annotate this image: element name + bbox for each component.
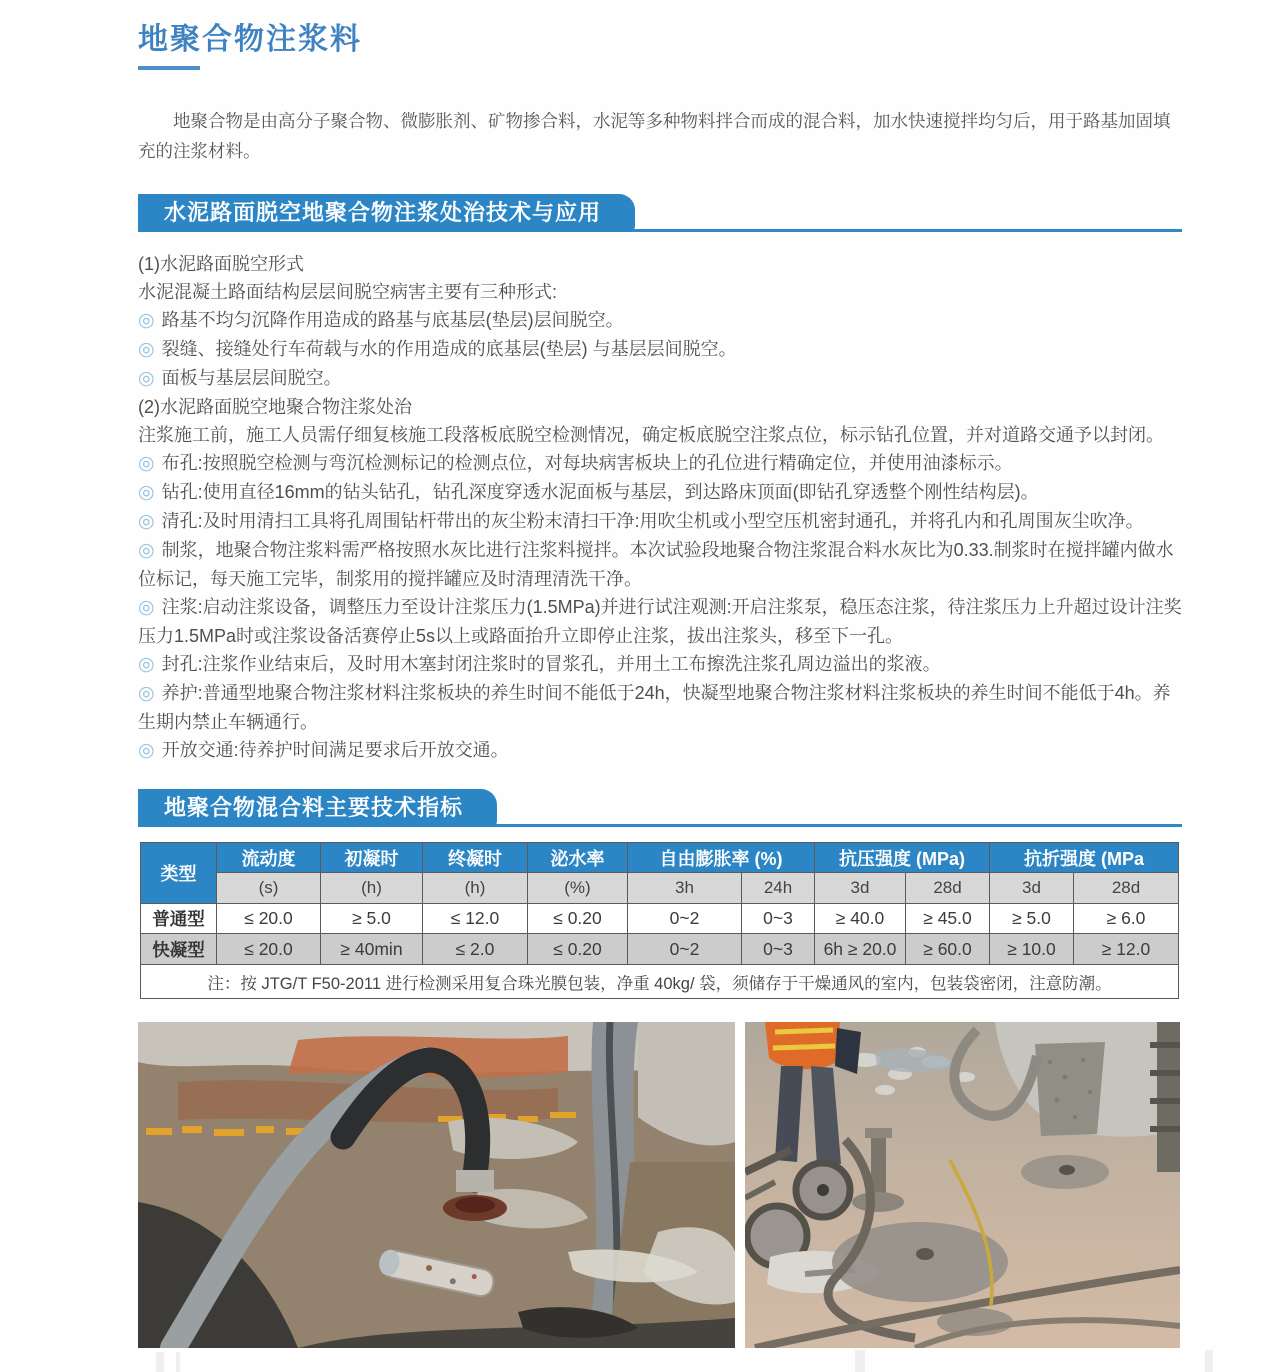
cell: ≤ 12.0 [423,904,528,934]
paragraph-text: 水泥混凝土路面结构层层间脱空病害主要有三种形式: [138,282,557,302]
cell: ≥ 45.0 [906,904,990,934]
section-heading-technology: 水泥路面脱空地聚合物注浆处治技术与应用 [138,194,635,232]
cell: ≤ 0.20 [528,904,628,934]
col-unit: (h) [423,873,528,904]
col-subheader: 28d [1074,873,1179,904]
paragraph-text: 布孔:按照脱空检测与弯沉检测标记的检测点位，对每块病害板块上的孔位进行精确定位，并使用油漆标示。 [161,453,1013,473]
worksite-photo-illustration [745,1022,1180,1348]
body-bullet-item [138,679,1184,736]
body-bullet-item [138,306,1184,335]
spec-table [140,842,1179,999]
ring-bullet-icon: ◎ [138,540,155,561]
row-label: 普通型 [141,904,217,934]
col-header: 泌水率 [528,843,628,873]
ring-bullet-icon: ◎ [138,511,155,532]
col-header: 初凝时 [321,843,423,873]
col-unit: (s) [217,873,321,904]
body-paragraph [138,250,1184,278]
cell: ≤ 0.20 [528,934,628,965]
col-subheader: 3h [628,873,742,904]
body-bullet-item [138,593,1184,650]
body-bullet-item [138,449,1184,478]
col-subheader: 3d [815,873,906,904]
ring-bullet-icon: ◎ [138,339,155,360]
ring-bullet-icon: ◎ [138,654,155,675]
col-header: 终凝时 [423,843,528,873]
body-bullet-item [138,736,1184,765]
table-note-row [141,965,1179,999]
cell: ≥ 40min [321,934,423,965]
ring-bullet-icon: ◎ [138,482,155,503]
paragraph-text: 开放交通:待养护时间满足要求后开放交通。 [161,740,509,760]
section-body [138,250,1184,765]
cropped-image-artifact [156,1352,164,1372]
cell: 6h ≥ 20.0 [815,934,906,965]
col-group-header: 抗压强度 (MPa) [815,843,990,873]
pavement-photo-illustration [138,1022,735,1348]
col-unit: (h) [321,873,423,904]
col-unit: (%) [528,873,628,904]
table-corner-header: 类型 [141,843,217,904]
paragraph-text: 养护:普通型地聚合物注浆材料注浆板块的养生时间不能低于24h，快凝型地聚合物注浆材料注浆板块的养生时间不能低于4h。养生期内禁止车辆通行。 [138,683,1171,732]
col-group-header: 自由膨胀率 (%) [628,843,815,873]
body-paragraph [138,421,1184,449]
paragraph-text: 裂缝、接缝处行车荷载与水的作用造成的底基层(垫层) 与基层层间脱空。 [161,339,737,359]
col-subheader: 3d [990,873,1074,904]
col-subheader: 28d [906,873,990,904]
paragraph-text: 封孔:注浆作业结束后，及时用木塞封闭注浆时的冒浆孔，并用土工布擦洗注浆孔周边溢出的浆液。 [161,654,941,674]
ring-bullet-icon: ◎ [138,453,155,474]
cell: 0~2 [628,934,742,965]
cropped-image-artifact [1205,1350,1213,1372]
photo-grouting-worksite [745,1022,1180,1348]
paragraph-text: 路基不均匀沉降作用造成的路基与底基层(垫层)层间脱空。 [161,310,624,330]
ring-bullet-icon: ◎ [138,597,155,618]
body-bullet-item [138,335,1184,364]
body-bullet-item [138,536,1184,593]
body-bullet-item [138,478,1184,507]
title-dash-divider [138,66,200,70]
cell: ≤ 20.0 [217,934,321,965]
ring-bullet-icon: ◎ [138,310,155,331]
paragraph-text: 制浆，地聚合物注浆料需严格按照水灰比进行注浆料搅拌。本次试验段地聚合物注浆混合料水灰比为0.33.制浆时在搅拌罐内做水位标记，每天施工完毕，制浆用的搅拌罐应及时清理清洗干净。 [138,540,1174,589]
body-bullet-item [138,364,1184,393]
cell: ≥ 40.0 [815,904,906,934]
table-row [141,934,1179,965]
ring-bullet-icon: ◎ [138,368,155,389]
paragraph-text: 注浆:启动注浆设备，调整压力至设计注浆压力(1.5MPa)并进行试注观测:开启注浆泵，稳压态注浆，待注浆压力上升超过设计注奖压力1.5MPa时或注浆设备活赛停止5s以上或路面抬升立即停止注浆，拔出注浆头，移至下一孔。 [138,597,1182,646]
paragraph-text: 清孔:及时用清扫工具将孔周围钻杆带出的灰尘粉末清扫干净:用吹尘机或小型空压机密封通孔，并将孔内和孔周围灰尘吹净。 [161,511,1144,531]
paragraph-text: 钻孔:使用直径16mm的钻头钻孔，钻孔深度穿透水泥面板与基层，到达路床顶面(即钻孔穿透整个刚性结构层)。 [161,482,1039,502]
paragraph-text: (1)水泥路面脱空形式 [138,254,304,274]
ring-bullet-icon: ◎ [138,740,155,761]
paragraph-text: 面板与基层层间脱空。 [161,368,342,388]
section-heading-specs: 地聚合物混合料主要技术指标 [138,789,497,827]
col-group-header: 抗折强度 (MPa [990,843,1179,873]
intro-paragraph: 地聚合物是由高分子聚合物、微膨胀剂、矿物掺合料，水泥等多种物料拌合而成的混合料，加水快速搅拌均匀后，用于路基加固填充的注浆材料。 [138,111,1171,161]
cell: ≥ 5.0 [321,904,423,934]
body-bullet-item [138,507,1184,536]
cell: ≤ 2.0 [423,934,528,965]
cropped-image-artifact [855,1350,865,1372]
table-row [141,904,1179,934]
body-bullet-item [138,650,1184,679]
paragraph-text: 注浆施工前，施工人员需仔细复核施工段落板底脱空检测情况，确定板底脱空注浆点位，标示钻孔位置，并对道路交通予以封闭。 [138,425,1164,445]
cell: 0~3 [742,904,815,934]
col-header: 流动度 [217,843,321,873]
cell: ≥ 10.0 [990,934,1074,965]
paragraph-text: (2)水泥路面脱空地聚合物注浆处治 [138,397,412,417]
cropped-image-artifact [176,1352,180,1372]
cell: ≥ 6.0 [1074,904,1179,934]
cell: ≤ 20.0 [217,904,321,934]
body-paragraph [138,278,1184,306]
cell: ≥ 5.0 [990,904,1074,934]
cell: 0~2 [628,904,742,934]
row-label: 快凝型 [141,934,217,965]
table-note: 注：按 JTG/T F50-2011 进行检测采用复合珠光膜包装，净重 40kg/ 袋，须储存于干燥通风的室内，包装袋密闭，注意防潮。 [141,965,1179,999]
page-title: 地聚合物注浆料 [138,23,362,56]
cell: ≥ 12.0 [1074,934,1179,965]
body-paragraph [138,393,1184,421]
cell: ≥ 60.0 [906,934,990,965]
col-subheader: 24h [742,873,815,904]
ring-bullet-icon: ◎ [138,683,155,704]
cell: 0~3 [742,934,815,965]
photo-grouting-port-pavement [138,1022,735,1348]
